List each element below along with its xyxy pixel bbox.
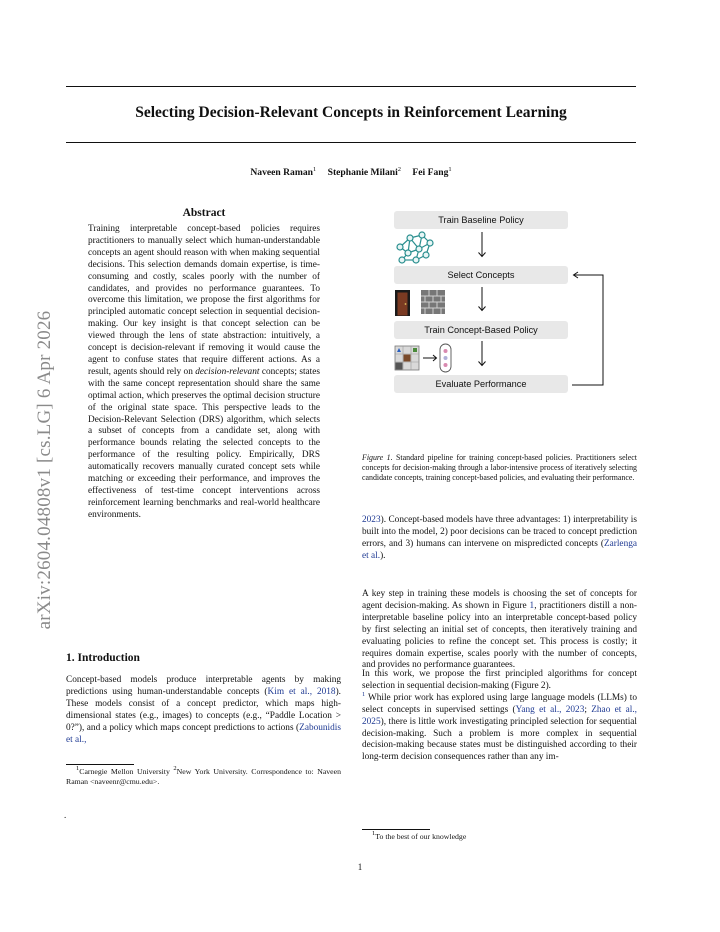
section-heading: 1. Introduction [66,652,140,664]
footnote-mark: 1 [372,830,376,837]
feedback-loop-arrow [572,275,603,385]
neural-network-icon [397,232,433,263]
grid-world-icon [395,346,419,370]
footnote-text: Carnegie Mellon University [79,767,174,776]
pipeline-step-train-baseline: Train Baseline Policy [394,211,568,229]
citation-link[interactable]: Yang et al., 2023 [515,704,585,715]
affiliation-footnote [66,767,341,787]
intro-text: ). Concept-based models have three advantages: 1) interpretability is built into the model, 2) poor decisions can be traced to concept prediction errors, and 3) humans can intervene on mispredicted concepts ( [362,515,637,549]
author-name: Naveen Raman [250,167,313,178]
intro-text: A key step in training these models is choosing the set of concepts for agent decision-making. As shown in Figure [362,589,637,611]
citation-link[interactable]: Kim et al., 2018 [267,686,336,697]
intro-paragraph-continued [362,515,637,563]
pipeline-step-evaluate: Evaluate Performance [394,375,568,393]
paper-title: Selecting Decision-Relevant Concepts in Reinforcement Learning [135,104,567,121]
intro-text: ), there is little work investigating principled selection for sequential decision-making. Such a problem is more complex in sequential decision-making because states must be distinguished according to their long-term decision consequences rather than any im- [362,716,637,763]
title-bottom-rule [66,142,636,143]
citation-link[interactable]: Zabounidis et al., [66,722,341,745]
abstract-text: Training interpretable concept-based policies requires practitioners to manually select which human-understandable concepts an agent should reason with when making sequential decisions. This selection demands domain expertise, is time-consuming and costly, scales poorly with the number of candidates, and provides no performance guarantees. To overcome this limitation, we propose the first algorithms for principled automatic concept selection in sequential decision-making. Our key insight is that concept selection can be viewed through the lens of state abstraction: intuitively, a concept is decision-relevant if removing it would cause the agent to confuse states that require different actions. As a result, agents should rely on [88,224,320,377]
author-name: Stephanie Milani [327,167,398,178]
intro-text: In this work, we propose the first principled algorithms for concept selection in sequential decision-making (Figure 2). [362,669,637,691]
footnote-mark: 1 [76,765,80,772]
brick-wall-icon [421,290,445,314]
intro-text: While prior work has explored using large language models (LLMs) to select concepts in supervised settings ( [362,692,637,715]
top-rule [66,86,636,87]
intro-text: Concept-based models produce interpretable agents by making predictions using human-understandable concepts ( [66,675,341,697]
intro-text: , practitioners distill a non-interpretable baseline policy into an interpretable concept-based policy by first selecting an initial set of concepts, then iteratively training and evaluating policies to refine the concept set. This process is costly; it requires domain expertise, scales poorly with the number of concepts, and provides no performance guarantees. [362,600,637,671]
page-number: 1 [357,862,363,872]
footnote-mark: 2 [173,765,177,772]
intro-paragraph [362,669,637,764]
caption-text: Standard pipeline for training concept-based policies. Practitioners select concepts for decision-making through a labor-intensive process of iteratively selecting candidate concepts, training concept-based policies, and evaluating their performance. [362,453,637,482]
affiliation-mark: 1 [312,166,317,173]
author-list [66,167,636,178]
affiliation-mark: 1 [448,166,452,173]
citation-link[interactable]: 2023 [362,515,381,525]
arrow-right [423,355,437,361]
pipeline-step-select-concepts: Select Concepts [394,266,568,284]
figure-caption [362,453,637,483]
pipeline-step-train-concept-policy: Train Concept-Based Policy [394,321,568,339]
figure-1 [386,205,616,400]
affiliation-mark: 2 [397,166,401,173]
caption-label: Figure 1. [362,453,393,462]
arxiv-stamp: arXiv:2604.04808v1 [cs.LG] 6 Apr 2026 [34,310,55,630]
intro-paragraph [362,589,637,672]
footnote-text: New York University. Correspondence to: Naveen Raman <naveenr@cmu.edu>. [66,767,341,786]
abstract-emphasis: decision-relevant [195,366,260,377]
citation-link[interactable]: Zhao et al., 2025 [362,704,637,727]
intro-paragraph [66,675,341,746]
figure-graphics [386,205,616,400]
knowledge-footnote [362,832,637,842]
abstract-body [88,224,320,522]
abstract-text: concepts; states with the same concept representation should share the same optimal action, which preserves the optimal decision structure of the original state space. This perspective leads to the Decision-Relevant Selection (DRS) algorithm, which selects a subset of concepts from a candidate set, along with performance bounds relating the selected concepts to the performance of the resulting policy. Empirically, DRS automatically recovers manually curated concept sets while matching or exceeding their performance, and improves the effectiveness of test-time concept interventions across reinforcement learning benchmarks and real-world healthcare environments. [88,366,320,520]
footnote-mark-link[interactable]: 1 [362,690,366,698]
stray-mark: . [64,810,67,820]
intro-text: ; [584,704,592,715]
citation-link[interactable]: Zarlenga et al. [362,538,637,561]
door-icon [395,290,410,316]
intro-text: ). These models consist of a concept predictor, which maps high-dimensional states (e.g., images) to concepts (e.g., “Paddle Location > 0?”), and a policy which maps concept predictions to actions ( [66,686,341,733]
concept-vector-icon [440,344,451,372]
intro-text: ). [380,550,386,561]
footnote-text: To the best of our knowledge [375,832,467,841]
abstract-heading: Abstract [182,207,226,219]
figure-reference-link[interactable]: 1 [529,600,535,611]
author-name: Fei Fang [412,167,449,178]
